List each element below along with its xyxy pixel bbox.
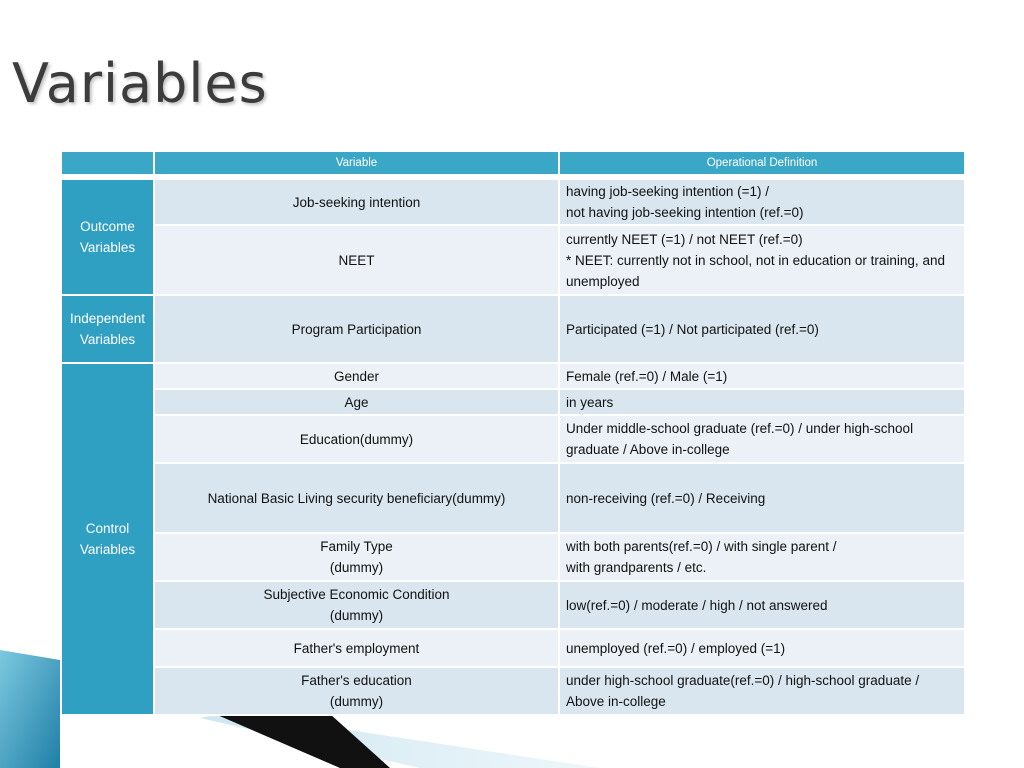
table-header-row (61, 151, 965, 175)
variables-table (60, 150, 966, 716)
definition-cell: Female (ref.=0) / Male (=1) (559, 363, 965, 389)
definition-cell: having job-seeking intention (=1) / not having job-seeking intention (ref.=0) (559, 179, 965, 225)
table-row (61, 415, 965, 463)
table-row (61, 667, 965, 715)
group-independent: Independent Variables (61, 295, 154, 363)
variable-cell: Program Participation (154, 295, 559, 363)
definition-cell: Under middle-school graduate (ref.=0) / under high-school graduate / Above in-college (559, 415, 965, 463)
definition-cell: non-receiving (ref.=0) / Receiving (559, 463, 965, 533)
variable-cell: Age (154, 389, 559, 415)
variable-cell: Family Type (dummy) (154, 533, 559, 581)
definition-cell: low(ref.=0) / moderate / high / not answered (559, 581, 965, 629)
definition-cell: currently NEET (=1) / not NEET (ref.=0) * NEET: currently not in school, not in education or training, and unemployed (559, 225, 965, 295)
variable-cell: Gender (154, 363, 559, 389)
table-row (61, 463, 965, 533)
definition-cell: with both parents(ref.=0) / with single parent / with grandparents / etc. (559, 533, 965, 581)
table-row (61, 533, 965, 581)
table-row (61, 363, 965, 389)
decor-light-band (200, 712, 600, 768)
definition-cell: Participated (=1) / Not participated (ref.=0) (559, 295, 965, 363)
group-control: Control Variables (61, 363, 154, 715)
variable-cell: Education(dummy) (154, 415, 559, 463)
decor-dark-stripe (215, 714, 390, 768)
variable-cell: Father's education (dummy) (154, 667, 559, 715)
definition-cell: in years (559, 389, 965, 415)
header-group (61, 151, 154, 175)
slide-title: Variables (12, 52, 268, 115)
variable-cell: NEET (154, 225, 559, 295)
group-outcome: Outcome Variables (61, 179, 154, 295)
definition-cell: unemployed (ref.=0) / employed (=1) (559, 629, 965, 667)
variable-cell: National Basic Living security beneficiary(dummy) (154, 463, 559, 533)
table-row (61, 225, 965, 295)
variable-cell: Job-seeking intention (154, 179, 559, 225)
table-row (61, 389, 965, 415)
table-row (61, 295, 965, 363)
header-variable: Variable (154, 151, 559, 175)
table-row (61, 629, 965, 667)
table-row (61, 179, 965, 225)
variable-cell: Subjective Economic Condition (dummy) (154, 581, 559, 629)
header-definition: Operational Definition (559, 151, 965, 175)
variable-cell: Father's employment (154, 629, 559, 667)
decor-blue-wedge (0, 650, 60, 768)
table-row (61, 581, 965, 629)
definition-cell: under high-school graduate(ref.=0) / high-school graduate / Above in-college (559, 667, 965, 715)
